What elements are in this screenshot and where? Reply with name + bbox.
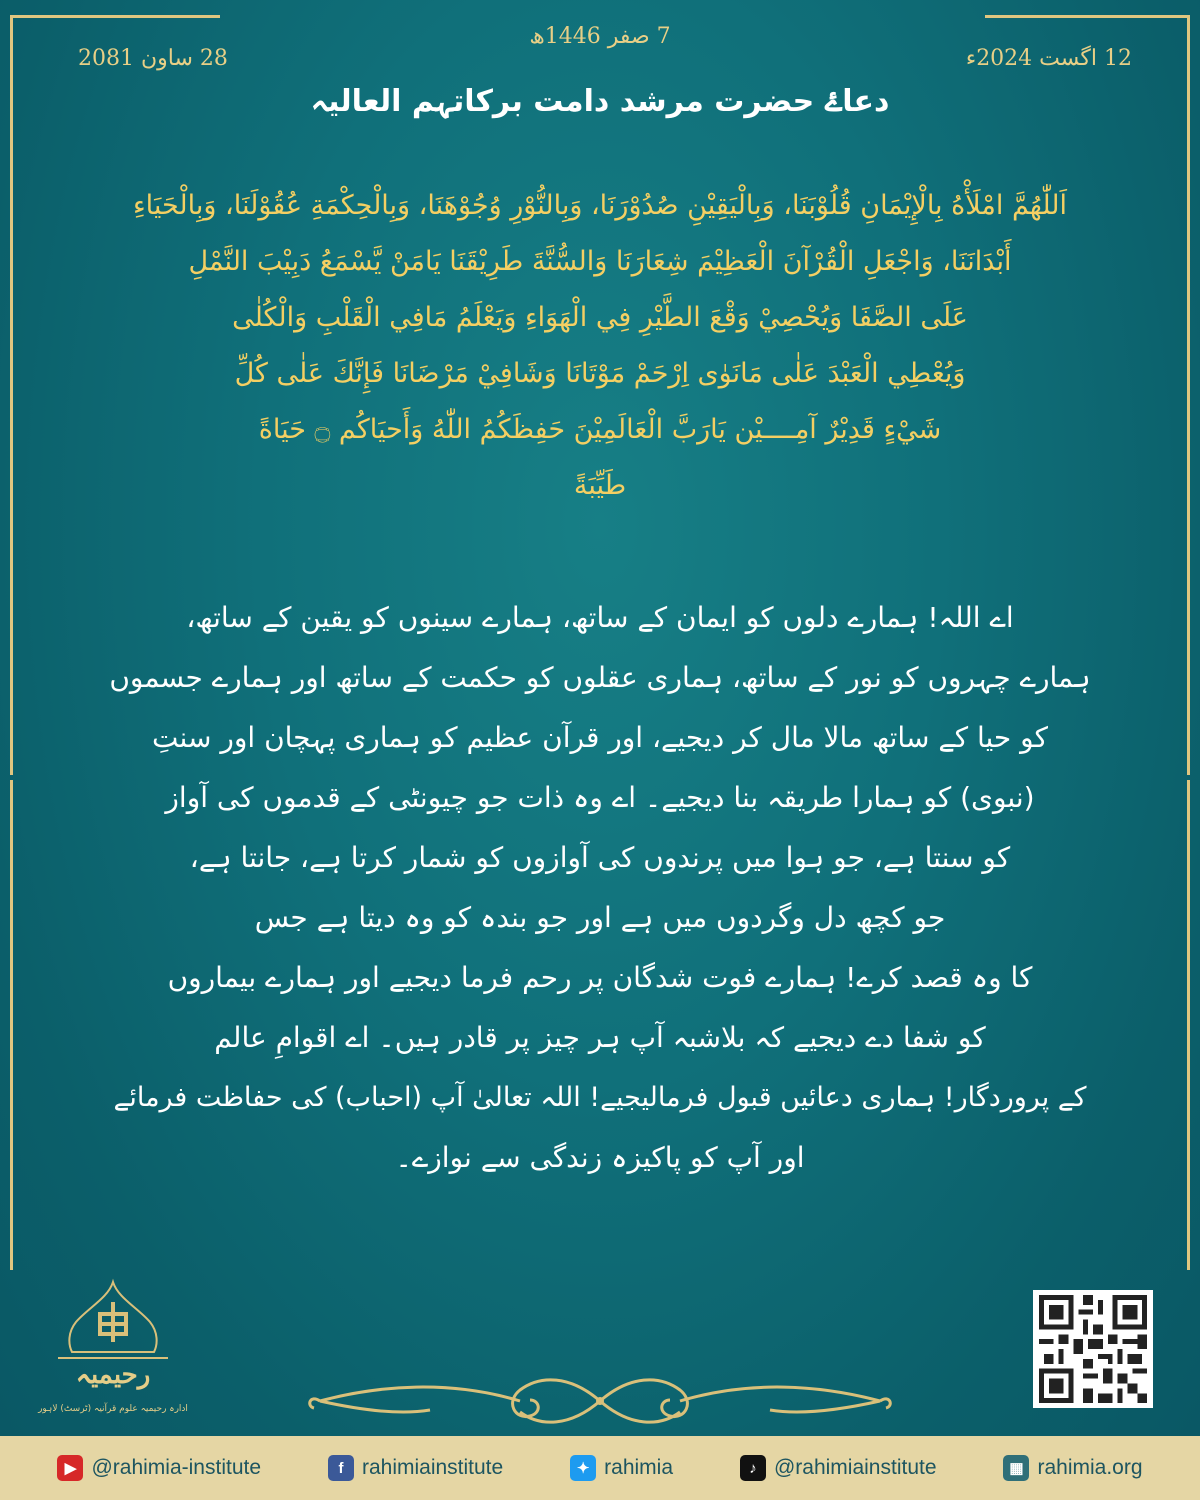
urdu-translation	[100, 588, 1100, 1188]
urdu-line: کا وہ قصد کرے! ہمارے فوت شدگان پر رحم فرما دیجیے اور ہمارے بیماروں	[167, 961, 1033, 994]
arabic-line: أَبْدَانَنَا، وَاجْعَلِ الْقُرْآنَ الْعَظِيْمَ شِعَارَنَا وَالسُّنَّةَ طَرِيْقَنَا يَامَنْ يَّسْمَعُ دَبِيْبَ النَّمْلِ	[188, 246, 1012, 277]
hijri-date: 7 صفر 1446ھ	[529, 24, 671, 49]
arabic-line: طَيِّبَةً	[573, 470, 627, 501]
tiktok-link[interactable]	[740, 1455, 937, 1481]
twitter-link[interactable]	[570, 1455, 673, 1481]
facebook-handle: rahimiainstitute	[361, 1456, 504, 1479]
website-link[interactable]	[1003, 1455, 1142, 1481]
arabic-dua	[80, 178, 1120, 514]
logo-name: رحیمیہ	[75, 1360, 151, 1390]
frame-right-bottom	[1187, 780, 1190, 1270]
youtube-link[interactable]	[57, 1455, 261, 1481]
arabic-line: شَيْءٍ قَدِيْرٌ آمِــــيْن يَارَبَّ الْعَالَمِيْنَ حَفِظَكُمُ اللّٰهُ وَأَحيَاكُم ۝ حَيَاةً	[258, 414, 942, 445]
urdu-line: اے اللہ! ہمارے دلوں کو ایمان کے ساتھ، ہمارے سینوں کو یقین کے ساتھ،	[186, 601, 1014, 634]
facebook-icon: f	[328, 1455, 354, 1481]
urdu-line: کو حیا کے ساتھ مالا مال کر دیجیے، اور قرآن عظیم کو ہماری پہچان اور سنتِ	[152, 721, 1048, 754]
arabic-line: اَللّٰهُمَّ امْلَأْهُ بِالْإِيْمَانِ قُلُوْبَنَا، وَبِالْيَقِيْنِ صُدُوْرَنَا، وَبِالنُّوْرِ وُجُوْهَنَا، وَبِالْحِكْمَةِ عُقُوْلَنَا، وَبِالْحَيَاءِ	[132, 190, 1068, 221]
urdu-line: ہمارے چہروں کو نور کے ساتھ، ہماری عقلوں کو حکمت کے ساتھ اور ہمارے جسموں	[109, 661, 1091, 694]
twitter-icon: ✦	[570, 1455, 596, 1481]
qr-code-icon	[1033, 1290, 1153, 1408]
urdu-line: کے پروردگار! ہماری دعائیں قبول فرمالیجیے! اللہ تعالیٰ آپ (احباب) کی حفاظت فرمائے	[113, 1082, 1087, 1113]
urdu-line: جو کچھ دل وگردوں میں ہے اور جو بندہ کو وہ دیتا ہے جس	[254, 901, 946, 934]
urdu-line: کو شفا دے دیجیے کہ بلاشبہ آپ ہر چیز پر قادر ہیں۔ اے اقوامِ عالم	[214, 1021, 986, 1054]
tiktok-handle: @rahimiainstitute	[773, 1456, 937, 1479]
frame-top-right	[985, 15, 1190, 18]
bikrami-date: 28 ساون 2081	[78, 46, 228, 71]
web-icon: ▦	[1003, 1455, 1029, 1481]
youtube-icon: ▶	[57, 1455, 83, 1481]
twitter-handle: rahimia	[604, 1456, 674, 1479]
arabic-line: عَلَى الصَّفَا وَيُحْصِيْ وَقْعَ الطَّيْرِ فِي الْهَوَاءِ وَيَعْلَمُ مَافِي الْقَلْبِ وَالْكُلٰى	[232, 302, 968, 333]
page-title: دعاۓ حضرت مرشد دامت برکاتہم العالیہ	[310, 84, 890, 119]
tiktok-icon: ♪	[740, 1455, 766, 1481]
logo-emblem-icon	[38, 1278, 188, 1438]
frame-top-left	[10, 15, 220, 18]
social-footer	[0, 1436, 1200, 1500]
urdu-line: اور آپ کو پاکیزہ زندگی سے نوازے۔	[395, 1141, 805, 1174]
facebook-link[interactable]	[328, 1455, 503, 1481]
rahimia-logo	[38, 1278, 188, 1438]
gregorian-date: 12 اگست 2024ء	[965, 46, 1132, 71]
website-url: rahimia.org	[1037, 1456, 1143, 1479]
logo-subtitle: ادارہ رحیمیہ علوم قرآنیہ (ٹرسٹ) لاہور	[38, 1404, 188, 1414]
frame-left-top	[10, 15, 13, 775]
ornament-divider	[300, 1370, 900, 1432]
arabic-line: وَيُعْطِي الْعَبْدَ عَلٰى مَانَوٰى اِرْحَمْ مَوْتَانَا وَشَافِيْ مَرْضَانَا فَإِنَّكَ عَلٰى كُلِّ	[234, 358, 966, 389]
youtube-handle: @rahimia-institute	[91, 1456, 262, 1479]
urdu-line: (نبوی) کو ہمارا طریقہ بنا دیجیے۔ اے وہ ذات جو چیونٹی کے قدموں کی آواز	[165, 781, 1035, 814]
frame-left-bottom	[10, 780, 13, 1270]
frame-right-top	[1187, 15, 1190, 775]
urdu-line: کو سنتا ہے، جو ہوا میں پرندوں کی آوازوں کو شمار کرتا ہے، جانتا ہے،	[189, 841, 1011, 874]
qr-code[interactable]	[1033, 1290, 1153, 1408]
